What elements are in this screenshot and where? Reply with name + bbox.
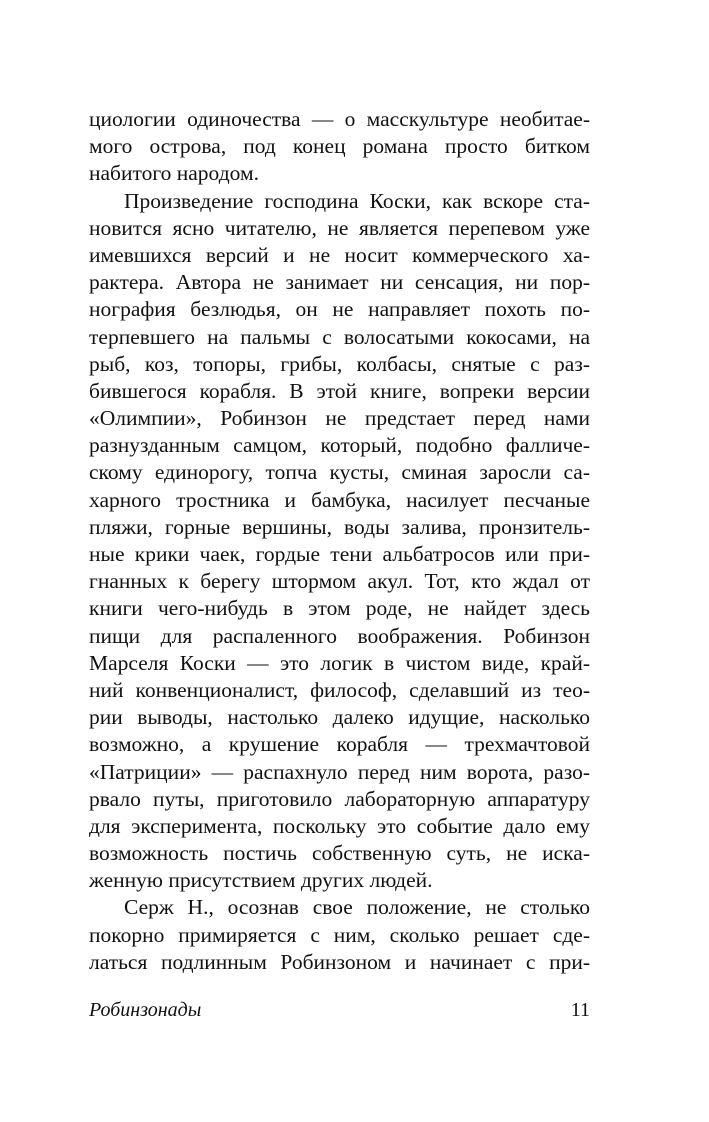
text-line: харного тростника и бамбука, насилует песчаные — [89, 487, 590, 512]
paragraph — [89, 188, 590, 895]
text-line: имевшихся версий и не носит коммерческого ха- — [89, 242, 590, 267]
page-number: 11 — [570, 999, 590, 1021]
text-line: для эксперимента, поскольку это событие дало ему — [89, 813, 590, 838]
text-line: рактера. Автора не занимает ни сенсация, ни пор- — [89, 270, 590, 295]
text-line: разнузданным самцом, который, подобно фалличе- — [89, 433, 590, 458]
paragraph — [89, 106, 590, 188]
text-line: возможно, а крушение корабля — трехмачтовой — [89, 732, 590, 757]
text-line: циологии одиночества — о масскультуре необитае- — [89, 107, 590, 131]
text-line: женную присутствием других людей. — [89, 868, 433, 893]
page-footer — [89, 996, 590, 1024]
text-line: пищи для распаленного воображения. Робинзон — [89, 623, 590, 648]
text-line: Произведение господина Коски, как вскоре ста- — [124, 188, 590, 213]
text-line: латься подлинным Робинзоном и начинает с при- — [89, 949, 590, 974]
text-line: пляжи, горные вершины, воды залива, пронзитель- — [89, 514, 590, 539]
running-head: Робинзонады — [89, 999, 202, 1021]
text-line: возможность постичь собственную суть, не иска- — [89, 841, 590, 866]
text-line: книги чего-нибудь в этом роде, не найдет здесь — [89, 596, 590, 621]
text-line: рвало путы, приготовило лабораторную аппаратуру — [89, 786, 590, 811]
text-line: новится ясно читателю, не является перепевом уже — [89, 215, 590, 240]
text-line: терпевшего на пальмы с волосатыми кокосами, на — [89, 324, 590, 349]
text-line: ные крики чаек, гордые тени альбатросов или при- — [89, 542, 590, 566]
text-line: рии выводы, настолько далеко идущие, насколько — [89, 705, 590, 730]
text-line: гнанных к берегу штормом акул. Тот, кто ждал от — [89, 569, 590, 594]
text-line: Марселя Коски — это логик в чистом виде, край- — [89, 650, 590, 675]
text-line: ний конвенционалист, философ, сделавший из тео- — [89, 677, 590, 702]
text-line: бившегося корабля. В этой книге, вопреки версии — [89, 378, 590, 403]
paragraph — [89, 894, 590, 976]
text-line: «Олимпии», Робинзон не предстает перед нами — [89, 406, 590, 431]
text-line: набитого народом. — [89, 161, 259, 186]
text-line: рыб, коз, топоры, грибы, колбасы, снятые с раз- — [89, 351, 590, 376]
text-line: покорно примиряется с ним, сколько решает сде- — [89, 922, 590, 947]
text-line: скому единорогу, топча кусты, сминая заросли са- — [89, 460, 590, 485]
text-line: нография безлюдья, он не направляет похоть по- — [89, 297, 590, 322]
text-line: мого острова, под конец романа просто битком — [89, 134, 590, 159]
text-line: «Патриции» — распахнуло перед ним ворота, разо- — [89, 759, 590, 784]
body-text — [89, 106, 590, 976]
text-line: Серж Н., осознав свое положение, не столько — [124, 895, 590, 920]
